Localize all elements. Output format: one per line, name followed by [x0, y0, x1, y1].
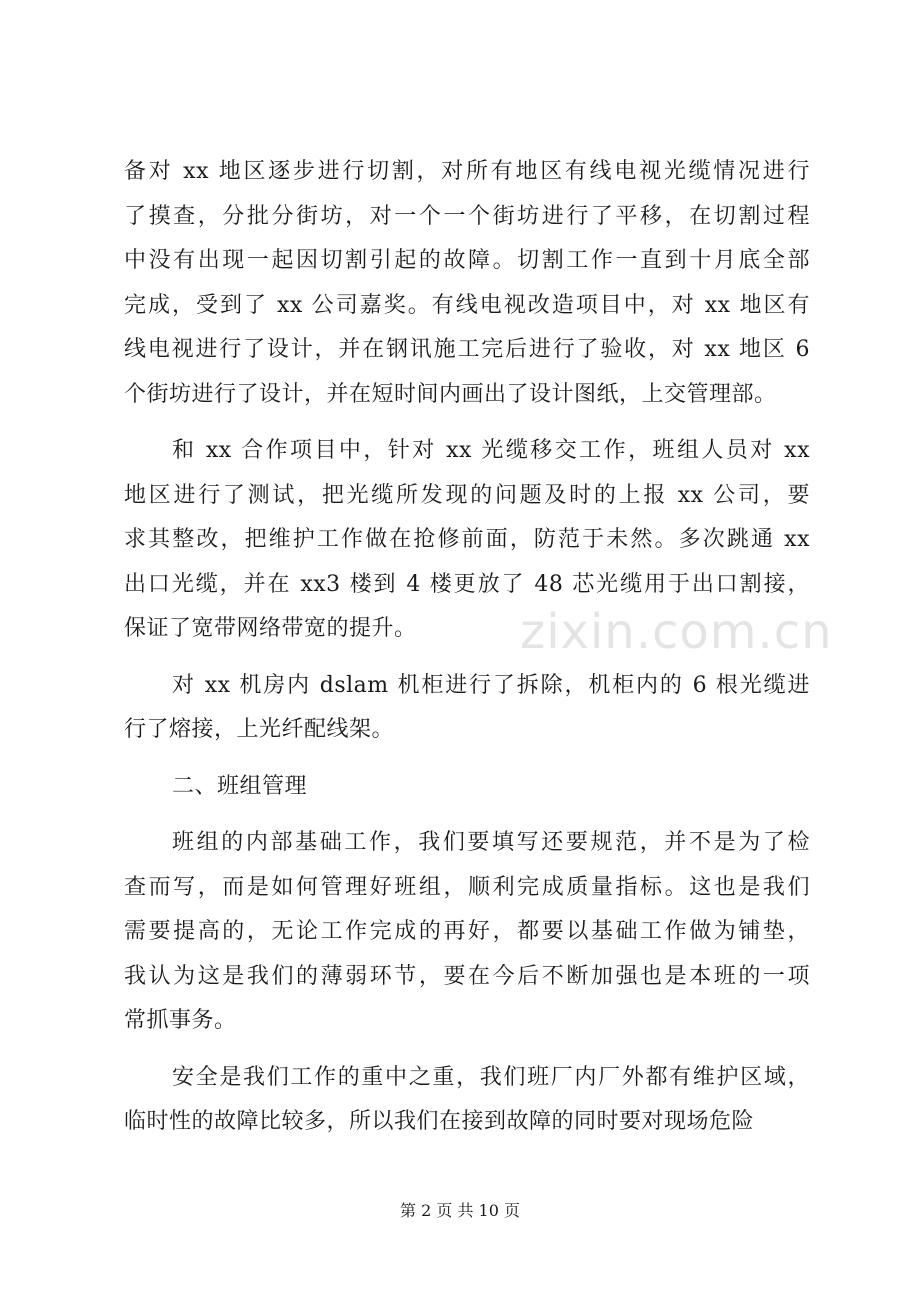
- text-line: 和 xx 合作项目中，针对 xx 光缆移交工作，班组人员对 xx: [172, 438, 810, 463]
- text-line: 了摸查，分批分街坊，对一个一个街坊进行了平移，在切割过程: [124, 203, 810, 229]
- text-line: 常抓事务。: [124, 1008, 237, 1033]
- page-footer: 第 2 页 共 10 页: [400, 1201, 520, 1220]
- text-line: 地区进行了测试，把光缆所发现的问题及时的上报 xx 公司，要: [124, 482, 810, 508]
- text-line: 安全是我们工作的重中之重，我们班厂内厂外都有维护区域，: [172, 1064, 810, 1090]
- paragraph: [124, 1056, 810, 1145]
- text-line: 对 xx 机房内 dslam 机柜进行了拆除，机柜内的 6 根光缆进: [172, 672, 810, 698]
- text-line: 我认为这是我们的薄弱环节，要在今后不断加强也是本班的一项: [124, 963, 810, 989]
- paragraph-gap: [124, 417, 810, 429]
- text-line: 临时性的故障比较多，所以我们在接到故障的同时要对现场危险: [124, 1109, 755, 1134]
- text-line: 备对 xx 地区逐步进行切割，对所有地区有线电视光缆情况进行: [124, 159, 810, 184]
- text-line: 二、班组管理: [172, 773, 308, 799]
- paragraph: [124, 150, 810, 417]
- text-line: 查而写，而是如何管理好班组，顺利完成质量指标。这也是我们: [124, 874, 810, 900]
- text-line: 需要提高的，无论工作完成的再好，都要以基础工作做为铺垫，: [124, 919, 810, 944]
- text-line: 个街坊进行了设计，并在短时间内画出了设计图纸，上交管理部。: [124, 381, 777, 407]
- paragraph-gap: [124, 809, 810, 821]
- watermark: zixin.com.cn: [520, 604, 833, 660]
- text-line: 完成，受到了 xx 公司嘉奖。有线电视改造项目中，对 xx 地区有: [124, 292, 810, 318]
- text-line: 行了熔接，上光纤配线架。: [124, 717, 395, 742]
- text-line: 求其整改，把维护工作做在抢修前面，防范于未然。多次跳通 xx: [124, 527, 810, 552]
- text-line: 保证了宽带网络带宽的提升。: [124, 616, 417, 641]
- text-line: 中没有出现一起因切割引起的故障。切割工作一直到十月底全部: [124, 248, 810, 273]
- paragraph: [124, 821, 810, 1044]
- paragraph: [124, 765, 810, 810]
- text-line: 线电视进行了设计，并在钢讯施工完后进行了验收，对 xx 地区 6: [124, 337, 810, 362]
- paragraph: [124, 664, 810, 753]
- paragraph-gap: [124, 753, 810, 765]
- paragraph-gap: [124, 1044, 810, 1056]
- text-line: 出口光缆，并在 xx3 楼到 4 楼更放了 48 芯光缆用于出口割接，: [124, 571, 810, 597]
- text-line: 班组的内部基础工作，我们要填写还要规范，并不是为了检: [172, 830, 810, 855]
